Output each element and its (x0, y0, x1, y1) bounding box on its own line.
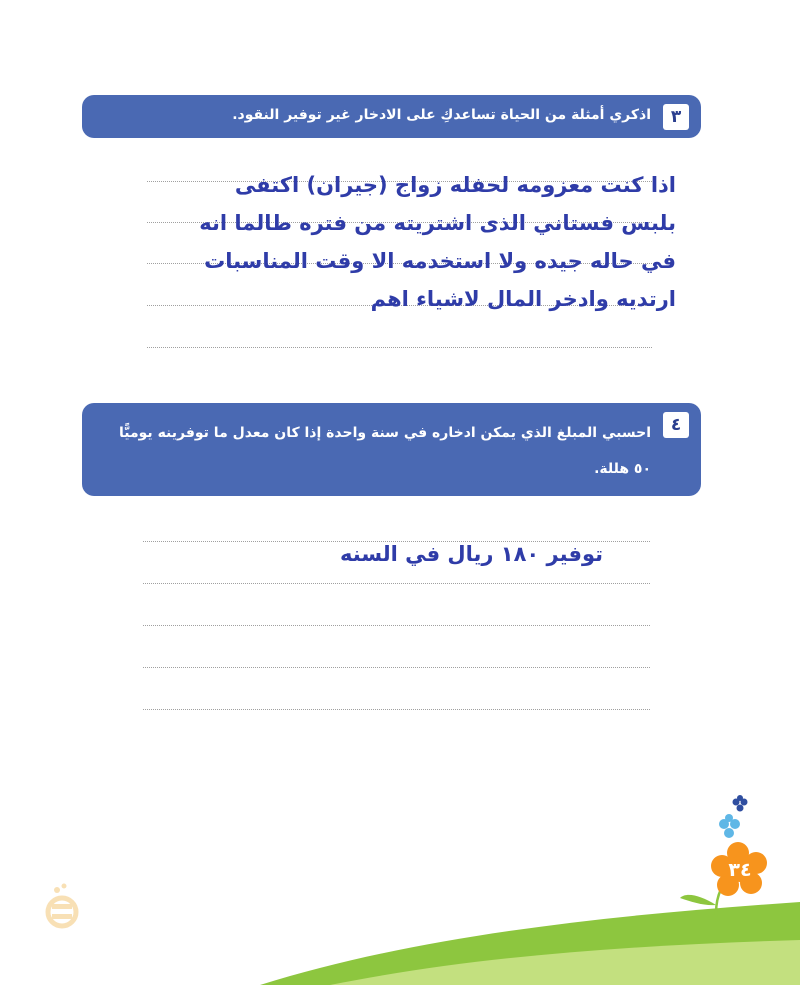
dark-blue-flower-icon (733, 795, 748, 812)
leaf-icon (680, 895, 716, 905)
light-blue-flower-icon (719, 814, 740, 838)
publisher-logo-icon (48, 884, 76, 927)
answer-4-text[interactable]: توفير ١٨٠ ريال في السنه (340, 542, 603, 566)
question-4-number: ٤ (663, 412, 689, 438)
question-3-number: ٣ (663, 104, 689, 130)
question-3-text: اذكري أمثلة من الحياة تساعدكِ على الادخار غير توفير النقود. (232, 107, 651, 123)
answer-3-text[interactable]: اذا كنت معزومه لحفله زواج (جيران) اكتفى بلبس فستاني الذى اشتريته من فتره طالما انه في حاله جيده ولا استخدمه الا وقت المناسبات ارتديه وادخر المال لاشياء اهم (199, 173, 676, 311)
page-number: ٣٤ (728, 859, 752, 881)
question-4-text: احسبي المبلغ الذي يمكن ادخاره في سنة واحدة إذا كان معدل ما توفرينه يوميًّا ٥٠ هللة. (119, 425, 651, 477)
